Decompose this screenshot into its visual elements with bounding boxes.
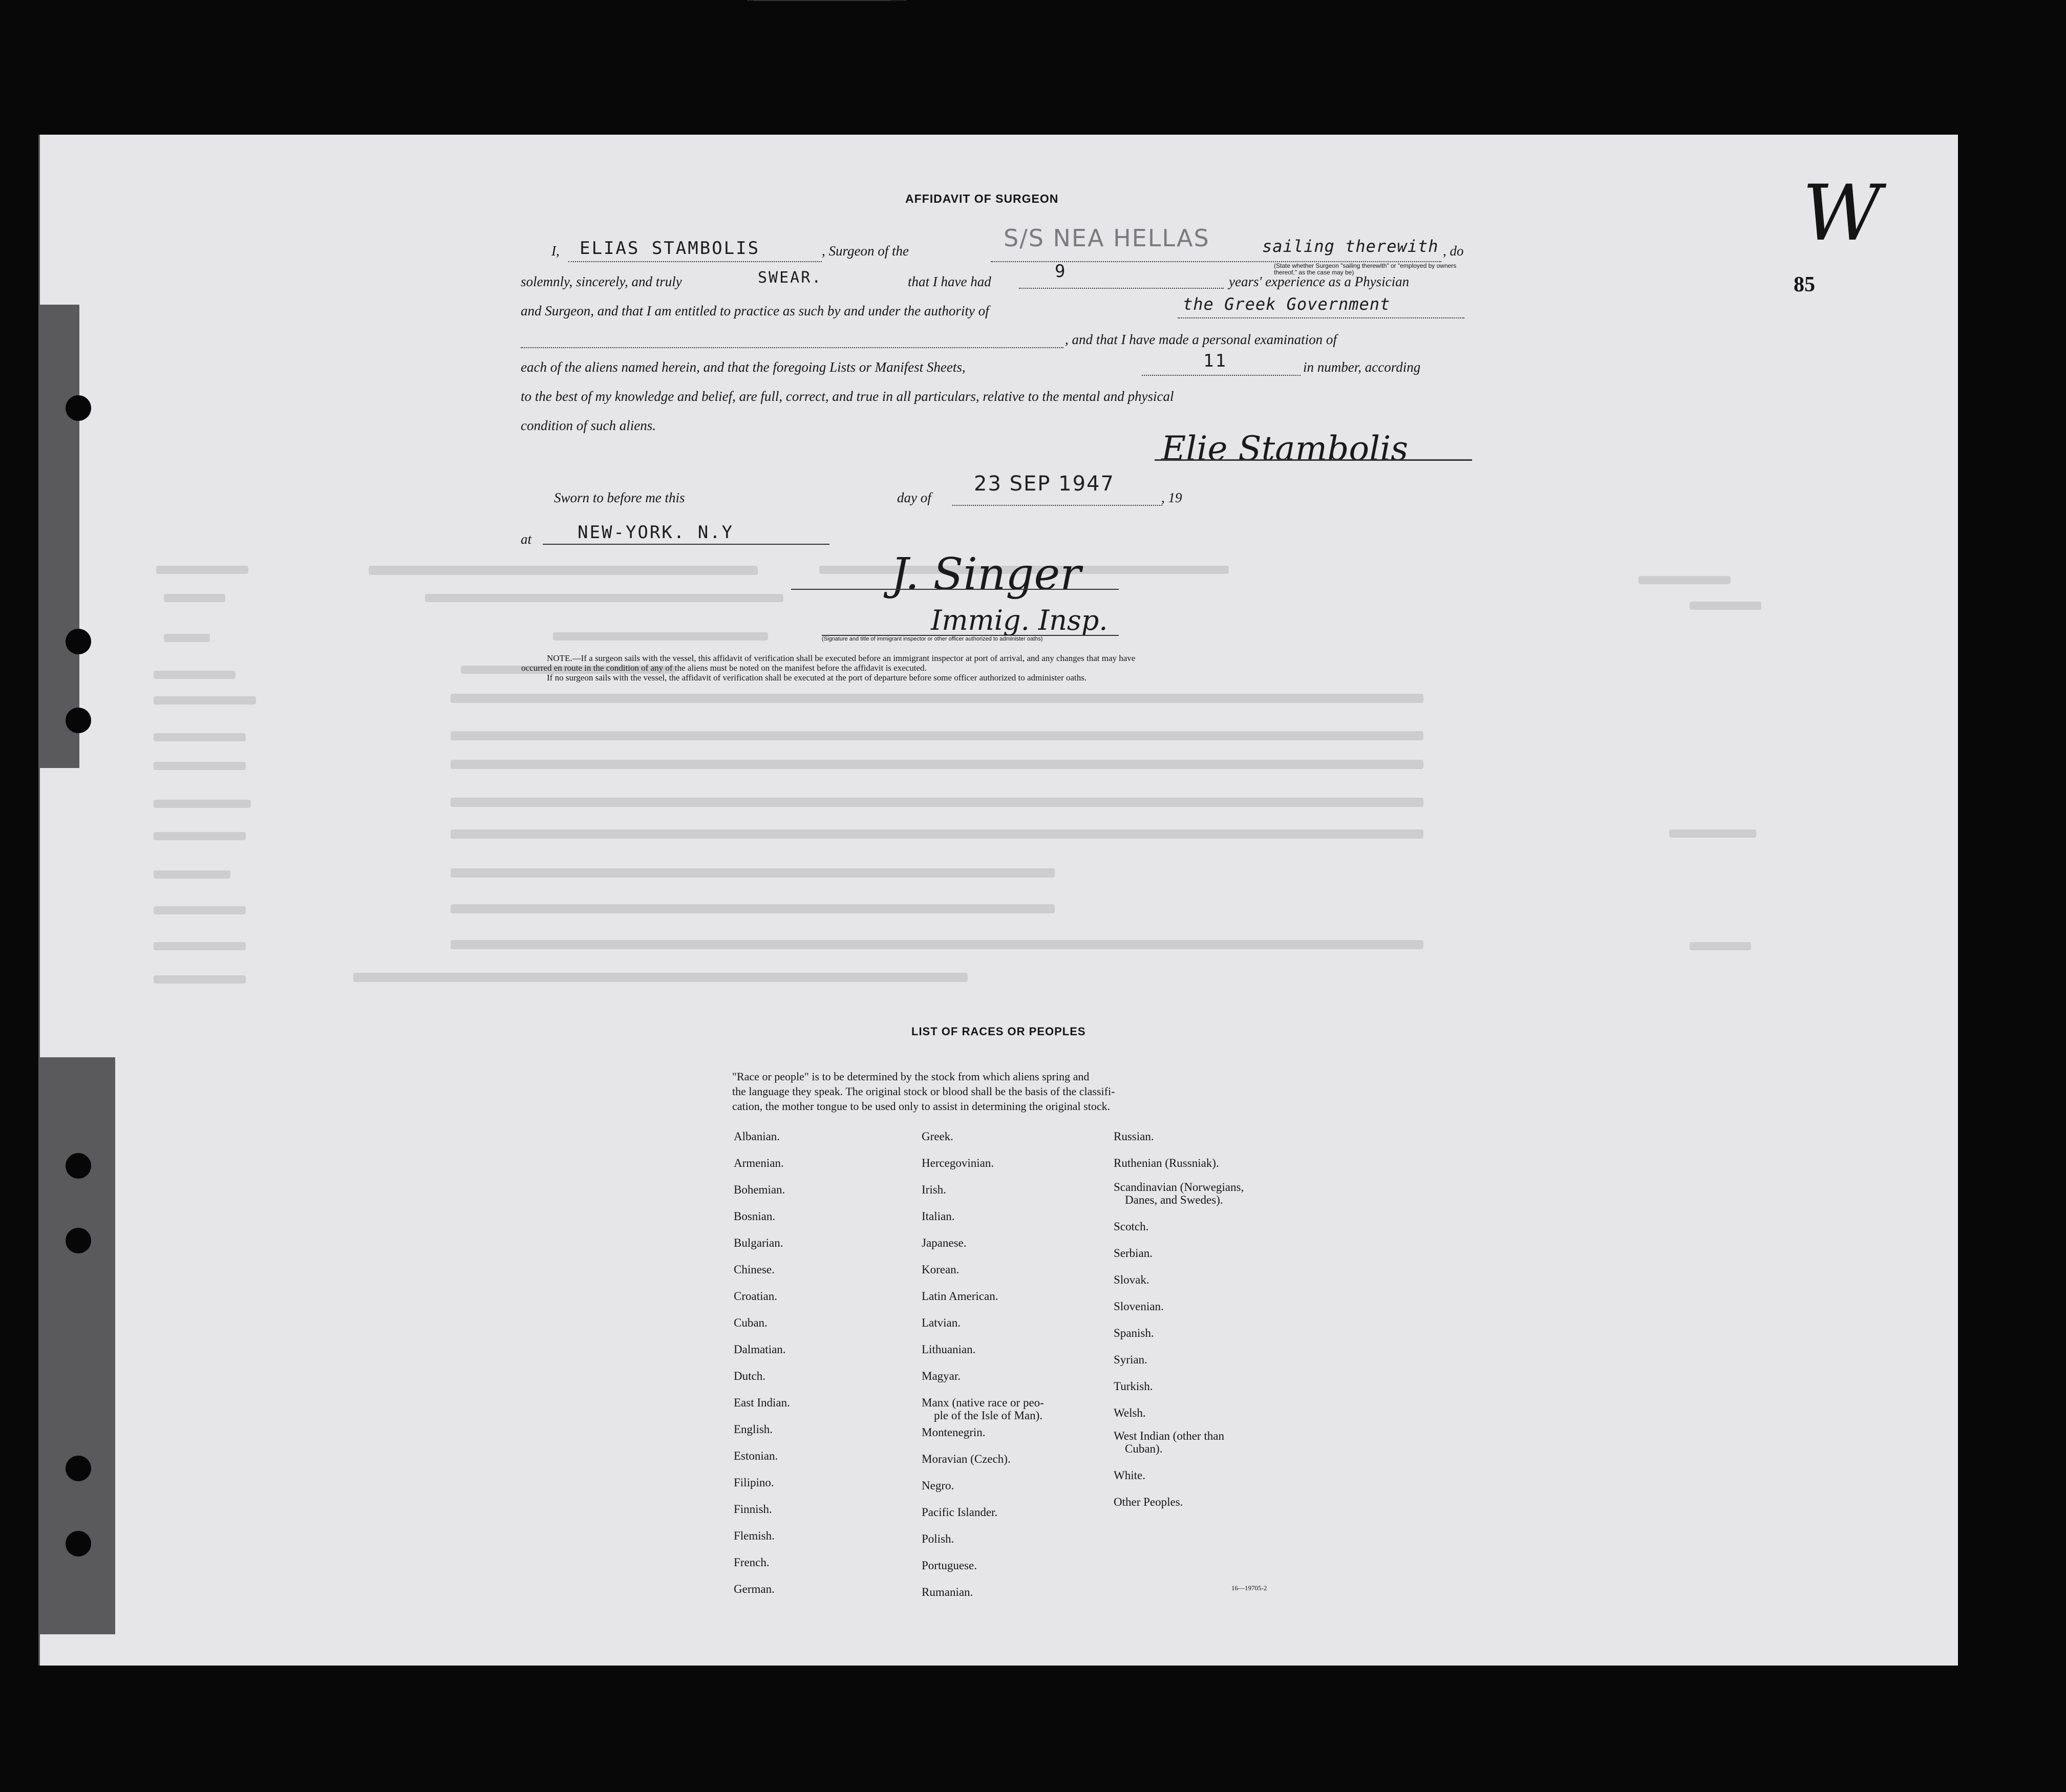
race-item: Negro. — [922, 1479, 954, 1492]
race-item: Italian. — [922, 1210, 955, 1223]
race-item: Cuban). — [1125, 1442, 1163, 1455]
note-line-3: If no surgeon sails with the vessel, the affidavit of verification shall be executed at the port of departure before some officer authorized to administer oaths. — [547, 673, 1087, 682]
inspector-caption: (Signature and title of immigrant inspector or other officer authorized to administer oaths) — [822, 636, 1043, 642]
text-knowledge: to the best of my knowledge and belief, are full, correct, and true in all particulars, relative to the mental and physical — [521, 389, 1174, 404]
form-code: 16—19705-2 — [1231, 1584, 1267, 1592]
race-item: Magyar. — [922, 1370, 961, 1382]
punch-hole — [66, 1531, 91, 1556]
race-item: Syrian. — [1114, 1353, 1147, 1366]
race-item: East Indian. — [734, 1396, 790, 1409]
text-lists: each of the aliens named herein, and that the foregoing Lists or Manifest Sheets, — [521, 359, 966, 375]
sworn-date-line — [952, 505, 1162, 506]
race-item: Armenian. — [734, 1157, 784, 1169]
text-had: that I have had — [908, 274, 991, 289]
page-number: 85 — [1794, 273, 1815, 296]
race-item: Dalmatian. — [734, 1343, 786, 1356]
race-item: Greek. — [922, 1130, 953, 1143]
race-item: Bohemian. — [734, 1183, 785, 1196]
text-sworn: Sworn to before me this — [554, 490, 685, 505]
signature-line — [1155, 459, 1472, 461]
sheet-count-line — [1142, 375, 1301, 376]
text-authority: and Surgeon, and that I am entitled to practice as such by and under the authority of — [521, 303, 989, 318]
authority-value: the Greek Government — [1183, 294, 1391, 314]
race-item: Korean. — [922, 1263, 960, 1276]
race-item: Hercegovinian. — [922, 1157, 994, 1169]
manifest-page — [38, 135, 1958, 1666]
sailing-note: sailing therewith — [1262, 237, 1439, 256]
race-item: Albanian. — [734, 1130, 780, 1143]
race-item: Scandinavian (Norwegians, — [1114, 1181, 1244, 1193]
race-item: Other Peoples. — [1114, 1496, 1183, 1508]
punch-hole — [66, 1228, 91, 1253]
race-item: Croatian. — [734, 1290, 777, 1303]
race-item: German. — [734, 1583, 775, 1595]
race-item: Portuguese. — [922, 1559, 977, 1572]
surgeon-name-line — [568, 261, 822, 262]
race-item: Latin American. — [922, 1290, 998, 1303]
race-item: Danes, and Swedes). — [1125, 1193, 1223, 1206]
text-examination: , and that I have made a personal examination of — [1065, 332, 1337, 347]
authority-line — [1178, 317, 1464, 318]
punch-hole — [66, 629, 91, 654]
race-item: Finnish. — [734, 1503, 772, 1516]
text-i: I, — [551, 243, 560, 259]
affidavit-title: AFFIDAVIT OF SURGEON — [905, 192, 1059, 205]
surgeon-signature: Elie Stambolis — [1161, 429, 1409, 468]
text-day-of: day of — [897, 490, 931, 505]
races-intro-1: "Race or people" is to be determined by the stock from which aliens spring and — [732, 1070, 1090, 1083]
race-item: Irish. — [922, 1183, 946, 1196]
race-item: Bosnian. — [734, 1210, 776, 1223]
authority-line-2 — [521, 347, 1063, 348]
sheet-count: 11 — [1203, 351, 1227, 371]
race-item: West Indian (other than — [1114, 1430, 1224, 1442]
race-item: Serbian. — [1114, 1247, 1153, 1260]
race-item: Ruthenian (Russniak). — [1114, 1157, 1219, 1169]
surgeon-name: ELIAS STAMBOLIS — [580, 238, 760, 259]
punch-hole — [66, 1456, 91, 1481]
punch-hole — [66, 708, 91, 733]
race-item: Spanish. — [1114, 1327, 1154, 1339]
text-at: at — [521, 531, 532, 547]
oath-word: SWEAR. — [758, 269, 823, 287]
text-condition: condition of such aliens. — [521, 418, 656, 433]
punch-hole — [66, 395, 91, 421]
race-item: Chinese. — [734, 1263, 775, 1276]
race-item: Pacific Islander. — [922, 1506, 998, 1519]
race-item: Scotch. — [1114, 1220, 1149, 1233]
vessel-stamp: S/S NEA HELLAS — [1004, 224, 1210, 252]
races-intro-3: cation, the mother tongue to be used only to assist in determining the original stock. — [732, 1100, 1111, 1113]
text-solemnly: solemnly, sincerely, and truly — [521, 274, 682, 289]
race-item: Slovenian. — [1114, 1300, 1164, 1313]
place-value: NEW-YORK. N.Y — [578, 522, 734, 543]
race-item: Montenegrin. — [922, 1426, 986, 1439]
text-number: in number, according — [1303, 359, 1421, 375]
text-years: years' experience as a Physician — [1229, 274, 1410, 289]
race-item: Slovak. — [1114, 1273, 1149, 1286]
race-item: Filipino. — [734, 1476, 774, 1489]
years-line — [1019, 288, 1224, 289]
years-value: 9 — [1055, 261, 1067, 282]
race-item: Latvian. — [922, 1316, 961, 1329]
race-item: Japanese. — [922, 1236, 967, 1249]
race-item: Lithuanian. — [922, 1343, 976, 1356]
race-item: Moravian (Czech). — [922, 1453, 1011, 1465]
race-item: Welsh. — [1114, 1406, 1146, 1419]
binder-tab-upper — [38, 305, 79, 768]
race-item: Russian. — [1114, 1130, 1154, 1143]
corner-mark: W — [1802, 169, 1882, 258]
races-title: LIST OF RACES OR PEOPLES — [911, 1025, 1086, 1038]
inspector-signature: J. Singer — [891, 549, 1081, 600]
inspector-title: Immig. Insp. — [931, 604, 1108, 636]
sworn-day-line — [748, 0, 891, 1]
note-line-2: occurred en route in the condition of any of the aliens must be noted on the manifest before the affidavit is executed. — [521, 663, 927, 673]
race-item: French. — [734, 1556, 770, 1569]
race-item: Cuban. — [734, 1316, 768, 1329]
inspector-line-1 — [791, 589, 1119, 590]
race-item: Estonian. — [734, 1449, 778, 1462]
race-item: White. — [1114, 1469, 1145, 1482]
state-note: (State whether Surgeon "sailing therewith" or "employed by owners thereof," as the case may be) — [1274, 262, 1457, 276]
sworn-date-stamp: 23 SEP 1947 — [974, 472, 1115, 496]
place-line — [543, 544, 829, 545]
text-do: , do — [1443, 243, 1464, 259]
race-item: Rumanian. — [922, 1586, 973, 1598]
race-item: Turkish. — [1114, 1380, 1153, 1393]
race-item: ple of the Isle of Man). — [934, 1409, 1043, 1422]
race-item: English. — [734, 1423, 773, 1436]
note-line-1: NOTE.—If a surgeon sails with the vessel, this affidavit of verification shall be executed before an immigrant inspector at port of arrival, and any changes that may have — [547, 653, 1136, 663]
races-intro-2: the language they speak. The original stock or blood shall be the basis of the classifi- — [732, 1085, 1115, 1098]
race-item: Bulgarian. — [734, 1236, 783, 1249]
text-surgeon-of: , Surgeon of the — [822, 243, 909, 259]
race-item: Manx (native race or peo- — [922, 1396, 1044, 1409]
punch-hole — [66, 1153, 91, 1179]
text-19: , 19 — [1161, 490, 1182, 505]
race-item: Polish. — [922, 1532, 954, 1545]
race-item: Dutch. — [734, 1370, 765, 1382]
race-item: Flemish. — [734, 1529, 775, 1542]
